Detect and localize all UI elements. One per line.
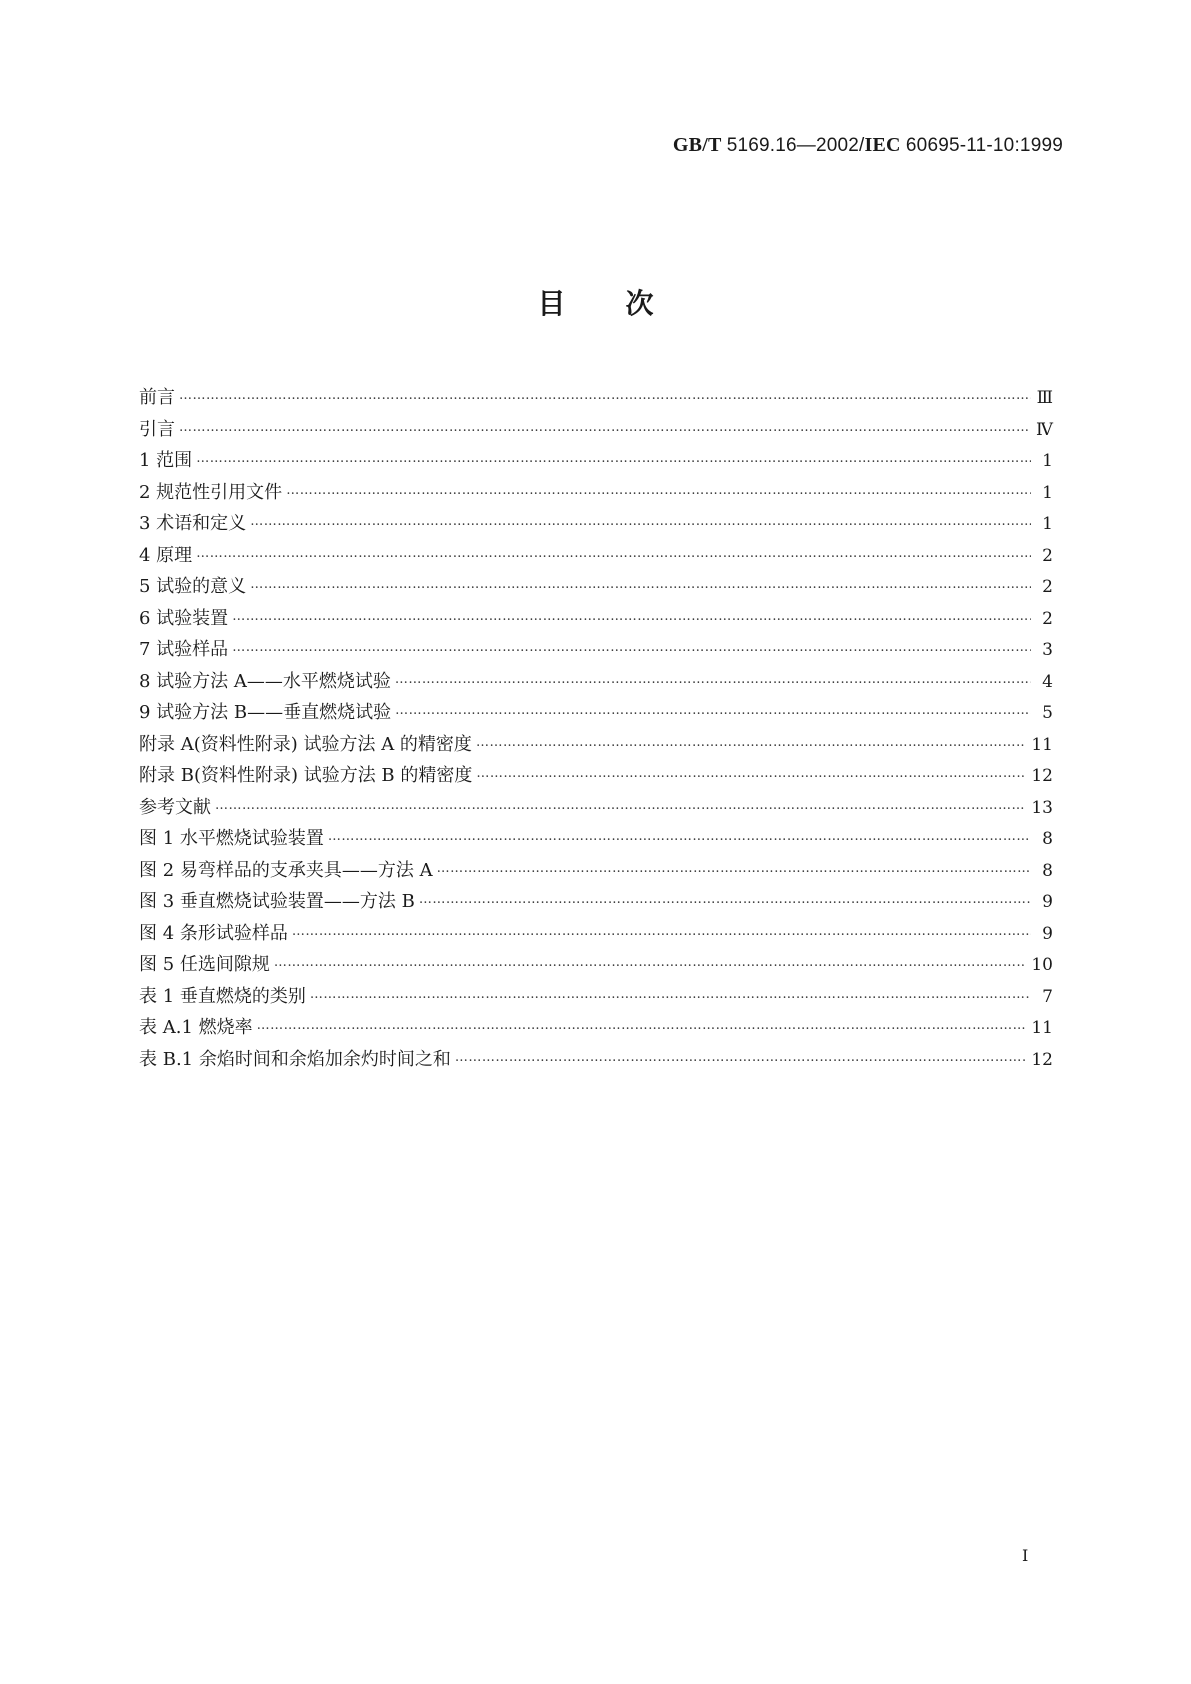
toc-entry[interactable] — [139, 571, 1053, 603]
toc-leader-dots — [292, 916, 1031, 948]
toc-entry-label: 6 试验装置 — [139, 607, 229, 629]
toc-entry-page: 4 — [1042, 671, 1053, 692]
toc-entry-page: 8 — [1042, 829, 1053, 849]
toc-entry[interactable] — [139, 729, 1053, 761]
toc-entry-label: 7 试验样品 — [139, 639, 229, 660]
toc-entry[interactable] — [139, 981, 1053, 1013]
toc-entry-page: 11 — [1031, 734, 1053, 755]
toc-entry-page: Ⅳ — [1036, 419, 1053, 440]
standard-iec-label: IEC — [864, 134, 901, 156]
standard-iec-number: 60695-11-10:1999 — [905, 135, 1063, 156]
toc-entry[interactable] — [139, 508, 1053, 540]
toc-entry-label: 3 术语和定义 — [139, 513, 247, 534]
toc-leader-dots — [250, 506, 1031, 538]
toc-entry-page: 3 — [1042, 640, 1053, 660]
toc-entry-label: 5 试验的意义 — [139, 576, 247, 597]
toc-entry-label: 4 原理 — [139, 544, 193, 566]
toc-entry-label: 图 2 易弯样品的支承夹具——方法 A — [139, 859, 433, 881]
toc-leader-dots — [328, 821, 1031, 853]
toc-entry-page: 13 — [1031, 797, 1053, 818]
toc-leader-dots — [232, 601, 1031, 633]
toc-entry-page: 1 — [1042, 482, 1053, 503]
toc-entry-label: 9 试验方法 B——垂直燃烧试验 — [139, 702, 392, 723]
toc-entry-page: 10 — [1031, 955, 1053, 975]
toc-entry-label: 附录 A(资料性附录) 试验方法 A 的精密度 — [139, 733, 472, 755]
toc-entry-label: 图 1 水平燃烧试验装置 — [139, 828, 324, 849]
toc-leader-dots — [476, 758, 1025, 790]
toc-entry[interactable] — [139, 477, 1053, 509]
toc-entry[interactable] — [139, 697, 1053, 729]
toc-entry-page: 11 — [1031, 1018, 1053, 1038]
toc-leader-dots — [310, 979, 1031, 1011]
toc-entry-label: 8 试验方法 A——水平燃烧试验 — [139, 670, 391, 692]
toc-entry[interactable] — [139, 918, 1053, 950]
toc-leader-dots — [196, 538, 1031, 570]
toc-leader-dots — [232, 632, 1031, 664]
toc-entry[interactable] — [139, 1012, 1053, 1044]
toc-entry[interactable] — [139, 760, 1053, 792]
toc-entry[interactable] — [139, 445, 1053, 477]
toc-leader-dots — [437, 853, 1031, 885]
toc-entry-label: 1 范围 — [139, 450, 193, 471]
page-folio: I — [1022, 1546, 1029, 1565]
toc-leader-dots — [395, 664, 1031, 696]
toc-entry-page: 2 — [1042, 577, 1053, 597]
toc-leader-dots — [196, 443, 1031, 475]
toc-entry-label: 图 3 垂直燃烧试验装置——方法 B — [139, 891, 415, 912]
toc-entry-page: 2 — [1042, 545, 1053, 566]
toc-entry[interactable] — [139, 949, 1053, 981]
toc-leader-dots — [257, 1010, 1026, 1042]
toc-entry-page: 7 — [1042, 986, 1053, 1007]
toc-entry[interactable] — [139, 886, 1053, 918]
toc-leader-dots — [455, 1042, 1026, 1074]
toc-leader-dots — [286, 475, 1031, 507]
toc-entry[interactable] — [139, 382, 1053, 414]
toc-entry-page: 5 — [1042, 703, 1053, 723]
toc-entry-label: 表 1 垂直燃烧的类别 — [139, 985, 306, 1007]
toc-leader-dots — [419, 884, 1031, 916]
toc-entry-label: 2 规范性引用文件 — [139, 481, 283, 503]
toc-entry[interactable] — [139, 823, 1053, 855]
standard-code-prefix: GB/T — [672, 134, 722, 156]
toc-leader-dots — [274, 947, 1025, 979]
toc-entry-label: 图 5 任选间隙规 — [139, 954, 270, 975]
toc-entry-page: 12 — [1031, 1049, 1053, 1070]
toc-entry-label: 附录 B(资料性附录) 试验方法 B 的精密度 — [139, 765, 473, 786]
toc-entry[interactable] — [139, 1044, 1053, 1076]
toc-entry-label: 引言 — [139, 418, 175, 440]
toc-entry-page: 2 — [1042, 608, 1053, 629]
toc-entry-page: 8 — [1042, 860, 1053, 881]
toc-entry[interactable] — [139, 540, 1053, 572]
toc-leader-dots — [476, 727, 1025, 759]
toc-entry-label: 参考文献 — [139, 796, 211, 818]
toc-entry-label: 表 A.1 燃烧率 — [139, 1017, 253, 1038]
toc-leader-dots — [215, 790, 1025, 822]
toc-entry-page: 1 — [1042, 451, 1053, 471]
toc-leader-dots — [179, 412, 1030, 444]
toc-entry-page: 1 — [1042, 514, 1053, 534]
toc-entry-label: 表 B.1 余焰时间和余焰加余灼时间之和 — [139, 1048, 451, 1070]
toc-entry[interactable] — [139, 792, 1053, 824]
toc-leader-dots — [395, 695, 1031, 727]
toc-entry-label: 图 4 条形试验样品 — [139, 922, 288, 944]
page-title: 目次 — [537, 287, 714, 320]
toc-entry-page: 9 — [1042, 923, 1053, 944]
toc-entry[interactable] — [139, 666, 1053, 698]
toc-entry-page: 9 — [1042, 892, 1053, 912]
table-of-contents — [139, 382, 1053, 1075]
toc-entry[interactable] — [139, 855, 1053, 887]
toc-entry[interactable] — [139, 603, 1053, 635]
toc-entry[interactable] — [139, 414, 1053, 446]
toc-leader-dots — [179, 380, 1031, 412]
toc-entry-label: 前言 — [139, 387, 175, 408]
standard-number — [673, 134, 1063, 157]
toc-leader-dots — [250, 569, 1031, 601]
toc-entry-page: 12 — [1031, 766, 1053, 786]
toc-entry[interactable] — [139, 634, 1053, 666]
toc-entry-page: Ⅲ — [1036, 388, 1053, 408]
standard-code-number: 5169.16—2002/ — [726, 135, 865, 156]
